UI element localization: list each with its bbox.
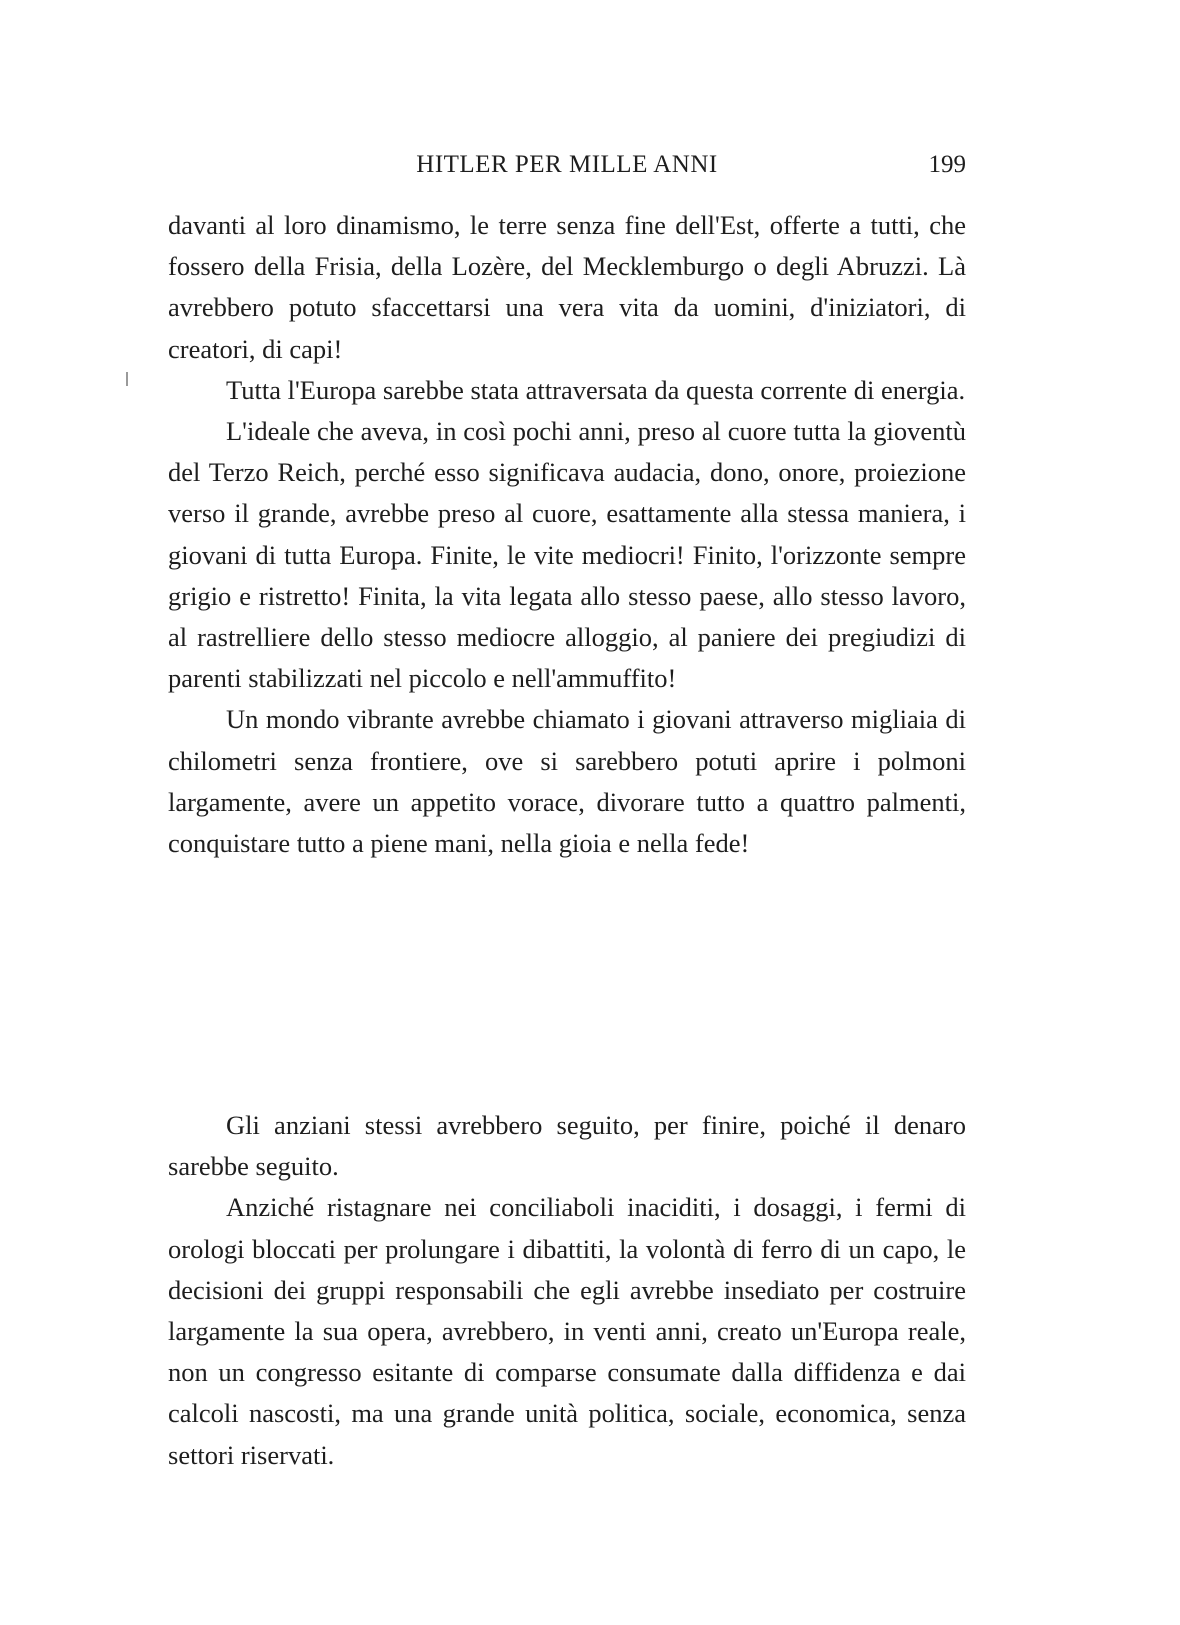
running-title: HITLER PER MILLE ANNI (416, 151, 718, 178)
page-number: 199 (928, 151, 966, 178)
paragraph: Un mondo vibrante avrebbe chiamato i giovani attraverso migliaia di chilometri senza frontiere, ove si sarebbero potuti aprire i polmoni largamente, avere un appetito vorace, divorare tutto a quattro palmenti, conquistare tutto a piene mani, nella gioia e nella fede! (168, 704, 966, 859)
text-block-bottom (168, 1105, 966, 1476)
paragraph: Tutta l'Europa sarebbe stata attraversata da questa corrente di energia. (226, 374, 966, 405)
paragraph: davanti al loro dinamismo, le terre senza fine dell'Est, offerte a tutti, che fossero della Frisia, della Lozère, del Mecklemburgo o degli Abruzzi. Là avrebbero potuto sfaccettarsi una vera vita da uomini, d'iniziatori, di creatori, di capi! (168, 210, 966, 364)
page-header (168, 147, 966, 183)
paragraph: L'ideale che aveva, in così pochi anni, preso al cuore tutta la gioventù del Terzo Reich, perché esso significava audacia, dono, onore, proiezione verso il grande, avrebbe preso al cuore, esattamente alla stessa maniera, i giovani di tutta Europa. Finite, le vite mediocri! Finito, l'orizzonte sempre grigio e ristretto! Finita, la vita legata allo stesso paese, allo stesso lavoro, al rastrelliere dello stesso mediocre alloggio, al paniere dei pregiudizi di parenti stabilizzati nel piccolo e nell'ammuffito! (168, 416, 966, 694)
paragraph: Anziché ristagnare nei conciliaboli inaciditi, i dosaggi, i fermi di orologi bloccati per prolungare i dibattiti, la volontà di ferro di un capo, le decisioni dei gruppi responsabili che egli avrebbe insediato per costruire largamente la sua opera, avrebbero, in venti anni, creato un'Europa reale, non un congresso esitante di comparse consumate dalla diffidenza e dai calcoli nascosti, ma una grande unità politica, sociale, economica, senza settori riservati. (168, 1192, 966, 1470)
paragraph: Gli anziani stessi avrebbero seguito, per finire, poiché il denaro sarebbe seguito. (168, 1110, 966, 1182)
margin-mark (126, 372, 128, 386)
text-block-top (168, 205, 966, 864)
